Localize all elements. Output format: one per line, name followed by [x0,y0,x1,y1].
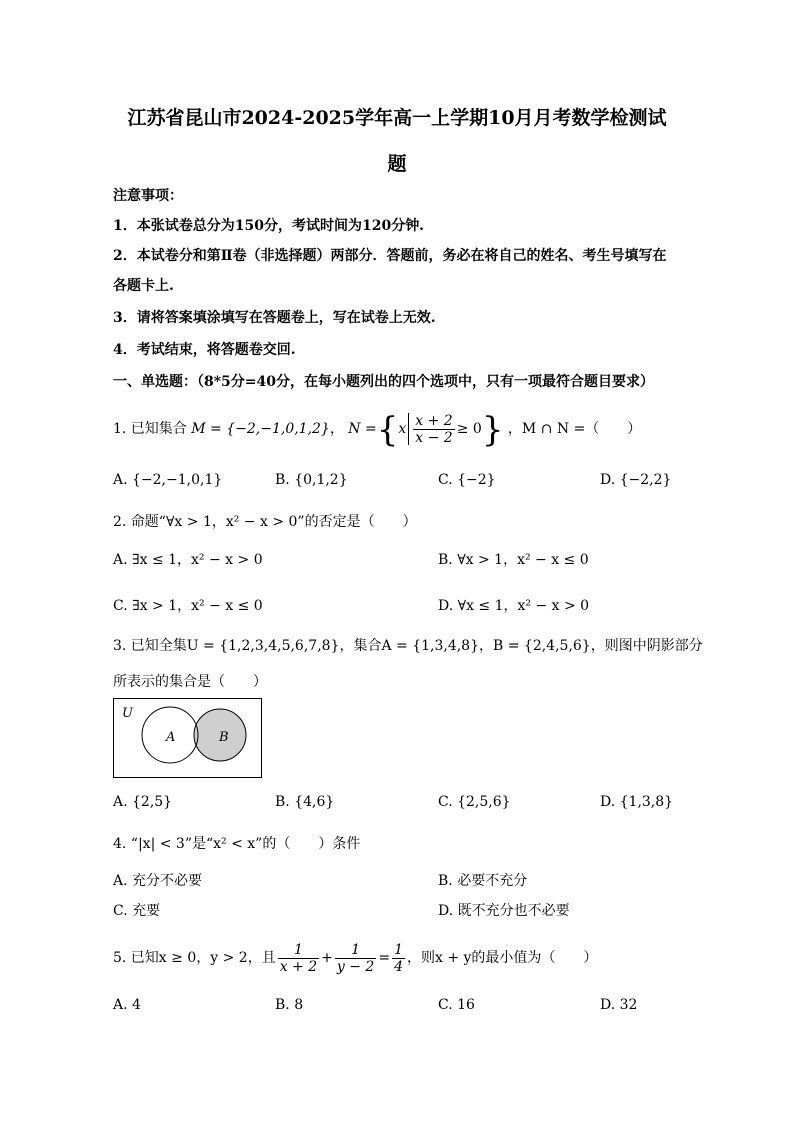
question-1: 1. 已知集合 M = {−2,−1,0,1,2}， N ={x $\frac{x + 2}{x - 2}$ ≥ 0} ，M ∩ N =（ ） [113,410,642,450]
q2-option-c: C. ∃x > 1，x² − x ≤ 0 [113,598,263,614]
q5-option-d: D. 32 [600,997,638,1013]
q3-option-d: D. {1,3,8} [600,794,674,810]
q2-option-d: D. ∀x ≤ 1，x² − x > 0 [438,598,590,614]
venn-label-b: B [219,730,229,745]
q1-fraction [413,413,454,446]
q3-option-c: C. {2,5,6} [438,794,511,810]
q3-option-b: B. {4,6} [275,794,335,810]
q5-plus: + [321,950,333,966]
q1-such-that-bar [408,413,409,445]
q5-option-c: C. 16 [438,997,475,1013]
q5-f2-numerator: 1 [335,942,376,959]
q5-prefix: 5. 已知x ≥ 0，y > 2，且 [113,950,276,966]
q5-option-b: B. 8 [275,997,304,1013]
venn-label-u: U [122,706,133,721]
q1-option-b: B. {0,1,2} [275,472,348,488]
q4-option-a: A. 充分不必要 [113,873,203,889]
q1-set-n-var: x [398,421,407,437]
q1-prefix: 1. 已知集合 [113,421,187,437]
q1-left-brace: { [376,410,399,450]
notes-header: 注意事项： [113,188,183,204]
q1-option-a: A. {−2,−1,0,1} [113,472,223,488]
q5-tail: ，则x + y的最小值为（ ） [406,950,598,966]
q1-right-brace: } [481,410,504,450]
q4-option-c: C. 充要 [113,903,161,919]
q1-set-m: M = {−2,−1,0,1,2} [191,421,330,437]
note-1: 1．本张试卷总分为150分，考试时间为120分钟. [113,218,425,234]
q5-f1-denominator: x + 2 [279,958,318,975]
note-2a: 2．本试卷分和第Ⅱ卷（非选择题）两部分．答题前，务必在将自己的姓名、考生号填写在 [113,248,667,264]
question-5 [113,936,597,980]
q1-relation: ≥ 0 [456,421,482,437]
q5-f2-denominator: y − 2 [336,958,375,975]
venn-diagram [113,698,263,780]
title-line-2: 题 [387,153,407,175]
note-4: 4．考试结束，将答题卷交回. [113,342,296,358]
q4-option-d: D. 既不充分也不必要 [438,903,570,919]
q3-option-a: A. {2,5} [113,794,173,810]
q5-f3-numerator: 1 [394,941,403,958]
q1-fraction-numerator: x + 2 [415,412,453,429]
q2-option-a: A. ∃x ≤ 1，x² − x > 0 [113,552,263,568]
q2-option-b: B. ∀x > 1，x² − x ≤ 0 [438,552,589,568]
note-2b: 各题卡上. [113,278,174,294]
q5-option-a: A. 4 [113,997,141,1013]
q5-fraction-2 [335,942,376,975]
exam-title [100,95,694,187]
q1-option-c: C. {−2} [438,472,496,488]
q4-option-b: B. 必要不充分 [438,873,528,889]
section-1-heading: 一、单选题：（8*5分=40分，在每小题列出的四个选项中，只有一项最符合题目要求） [113,374,655,390]
q5-f1-numerator: 1 [278,942,319,959]
question-3-line-2: 所表示的集合是（ ） [113,674,267,690]
question-4: 4. “|x| < 3”是“x² < x”的（ ）条件 [113,836,361,852]
question-3-line-1: 3. 已知全集U = {1,2,3,4,5,6,7,8}，集合A = {1,3,4,8}，B = {2,4,5,6}，则图中阴影部分 [113,638,703,654]
q1-option-d: D. {−2,2} [600,472,672,488]
note-3: 3．请将答案填涂填写在答题卷上，写在试卷上无效. [113,310,436,326]
q5-fraction-1 [278,942,319,975]
q1-fraction-denominator: x − 2 [415,429,453,446]
q5-fraction-3 [392,942,405,975]
title-line-1: 江苏省昆山市2024-2025学年高一上学期10月月考数学检测试 [127,107,667,129]
venn-label-a: A [166,730,176,745]
q5-f3-denominator: 4 [394,958,403,975]
q1-tail: ，M ∩ N =（ ） [507,421,642,437]
question-2: 2. 命题“∀x > 1，x² − x > 0”的否定是（ ） [113,514,417,530]
q5-equals: = [378,950,391,966]
q1-set-n-lhs: N = [348,421,377,437]
